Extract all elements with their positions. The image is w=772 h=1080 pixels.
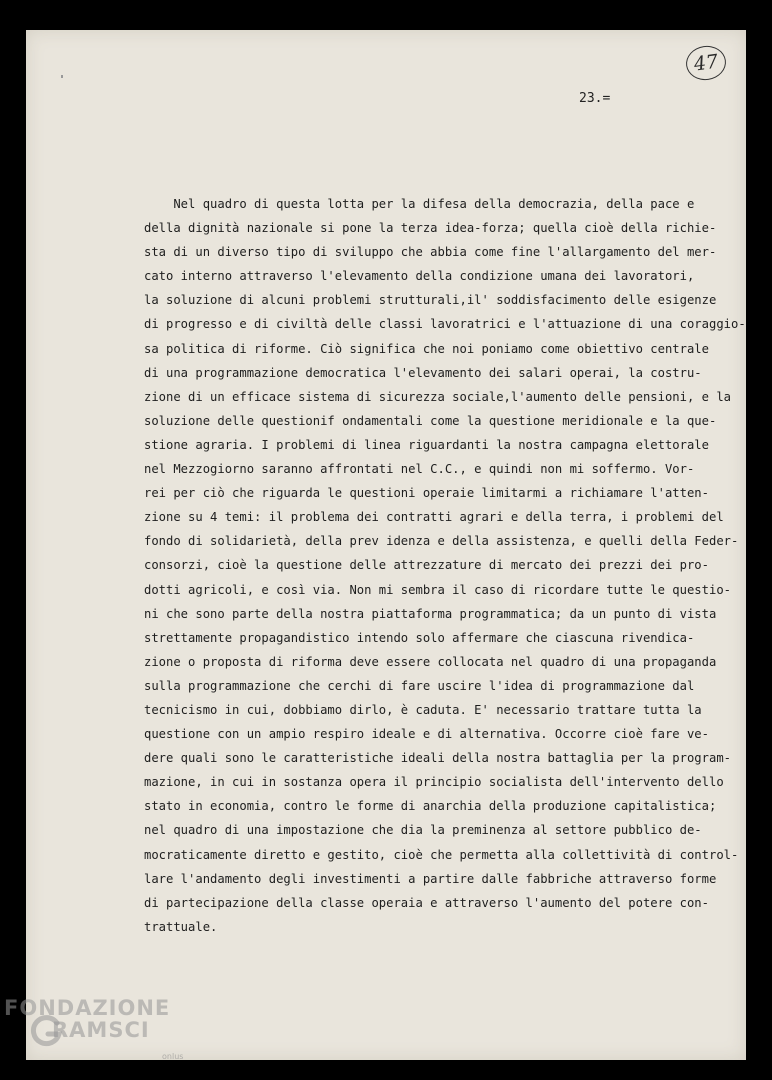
body-text [144, 192, 746, 939]
text-line: zione su 4 temi: il problema dei contratti agrari e della terra, i problemi del [144, 510, 724, 525]
fondazione-gramsci-watermark [4, 996, 204, 1076]
text-line: tecnicismo in cui, dobbiamo dirlo, è caduta. E' necessario trattare tutta la [144, 702, 702, 717]
text-line: lare l'andamento degli investimenti a partire dalle fabbriche attraverso forme [144, 871, 717, 886]
text-line: stato in economia, contro le forme di anarchia della produzione capitalistica; [144, 799, 717, 814]
text-line: nel Mezzogiorno saranno affrontati nel C.C., e quindi non mi soffermo. Vor- [144, 462, 695, 477]
text-line: consorzi, cioè la questione delle attrezzature di mercato dei prezzi dei pro- [144, 558, 709, 573]
text-line: la soluzione di alcuni problemi strutturali,il' soddisfacimento delle esigenze [144, 293, 717, 308]
text-line: nel quadro di una impostazione che dia la preminenza al settore pubblico de- [144, 823, 702, 838]
text-line: di una programmazione democratica l'elevamento dei salari operai, la costru- [144, 365, 702, 380]
page-number: 23.= [579, 91, 611, 106]
text-line: sulla programmazione che cerchi di fare uscire l'idea di programmazione dal [144, 678, 695, 693]
text-line: fondo di solidarietà, della prev idenza e della assistenza, e quelli della Feder- [144, 534, 739, 549]
text-line: mazione, in cui in sostanza opera il principio socialista dell'intervento dello [144, 775, 724, 790]
folio-number-handwritten: 47 [684, 43, 728, 82]
text-line: cato interno attraverso l'elevamento della condizione umana dei lavoratori, [144, 269, 695, 284]
text-line: questione con un ampio respiro ideale e di alternativa. Occorre cioè fare ve- [144, 727, 709, 742]
watermark-line-2: RAMSCI [52, 1018, 150, 1042]
text-line: soluzione delle questionif ondamentali come la questione meridionale e la que- [144, 413, 717, 428]
text-line: strettamente propagandistico intendo solo affermare che ciascuna rivendica- [144, 630, 695, 645]
text-line: mocraticamente diretto e gestito, cioè che permetta alla collettività di control- [144, 847, 739, 862]
text-line: dotti agricoli, e così via. Non mi sembra il caso di ricordare tutte le questio- [144, 582, 731, 597]
document-page [26, 30, 746, 1060]
watermark-onlus: onlus [162, 1052, 184, 1061]
paper-speck [61, 75, 63, 78]
text-line: stione agraria. I problemi di linea riguardanti la nostra campagna elettorale [144, 437, 709, 452]
text-line: zione di un efficace sistema di sicurezza sociale,l'aumento delle pensioni, e la [144, 389, 731, 404]
watermark-line-1: FONDAZIONE [4, 996, 171, 1020]
text-line: sa politica di riforme. Ciò significa che noi poniamo come obiettivo centrale [144, 341, 709, 356]
text-line: di partecipazione della classe operaia e attraverso l'aumento del potere con- [144, 895, 709, 910]
text-line: ni che sono parte della nostra piattaforma programmatica; da un punto di vista [144, 606, 717, 621]
text-line: dere quali sono le caratteristiche ideali della nostra battaglia per la program- [144, 751, 731, 766]
text-line: trattuale. [144, 919, 218, 934]
text-line: zione o proposta di riforma deve essere collocata nel quadro di una propaganda [144, 654, 717, 669]
text-line: di progresso e di civiltà delle classi lavoratrici e l'attuazione di una coraggio- [144, 317, 746, 332]
text-line: sta di un diverso tipo di sviluppo che abbia come fine l'allargamento del mer- [144, 245, 717, 260]
text-line: Nel quadro di questa lotta per la difesa della democrazia, della pace e [144, 197, 695, 211]
text-line: della dignità nazionale si pone la terza idea-forza; quella cioè della richie- [144, 221, 717, 236]
text-line: rei per ciò che riguarda le questioni operaie limitarmi a richiamare l'atten- [144, 486, 709, 501]
